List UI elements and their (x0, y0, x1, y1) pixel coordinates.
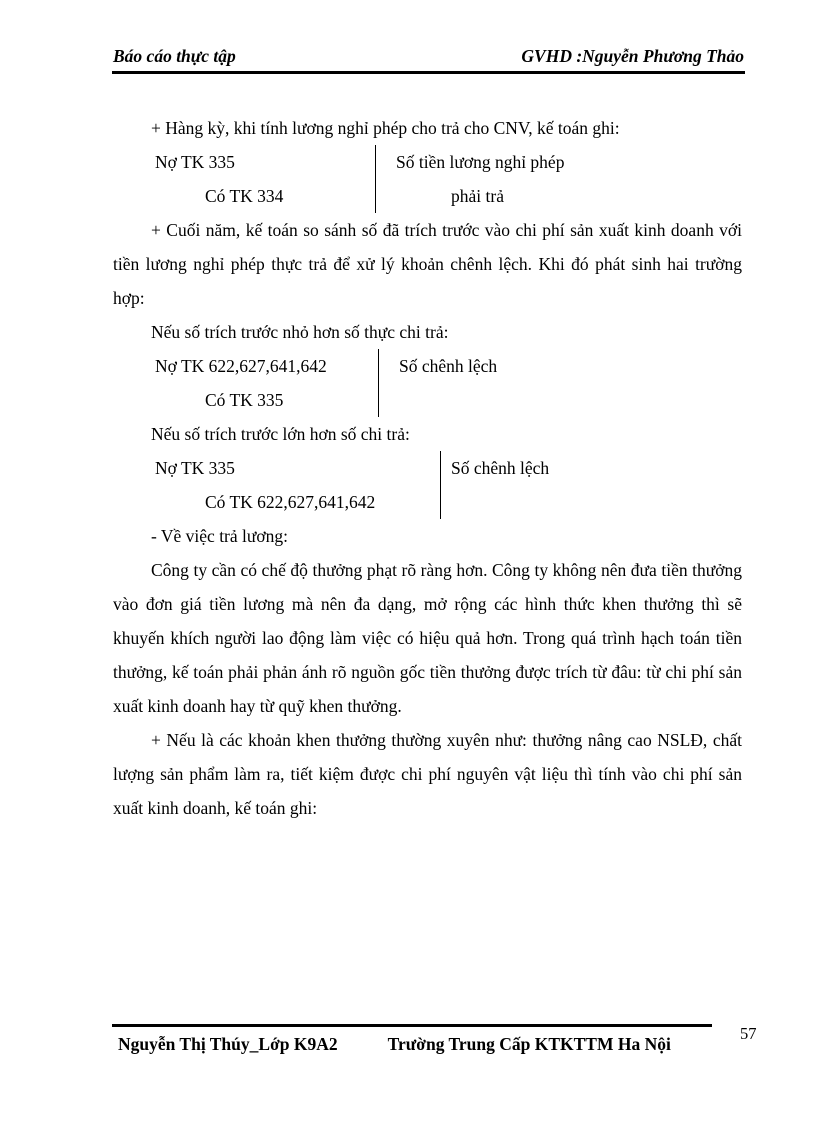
credit-line: Có TK 622,627,641,642 (205, 492, 376, 512)
page-footer (118, 1031, 712, 1057)
entry-note-line: Số tiền lương nghỉ phép (396, 152, 565, 172)
journal-entry-2 (113, 349, 742, 417)
debit-line: Nợ TK 335 (155, 152, 235, 172)
footer-rule (112, 1024, 712, 1027)
debit-line: Nợ TK 622,627,641,642 (155, 356, 327, 376)
journal-entry-accounts (113, 349, 378, 417)
journal-entry-note (375, 145, 742, 213)
advisor-name: GVHD :Nguyễn Phương Thảo (521, 46, 744, 66)
entry-note-line: Số chênh lệch (399, 356, 498, 376)
journal-entry-3 (113, 451, 742, 519)
journal-entry-accounts (113, 145, 375, 213)
header-rule (112, 71, 745, 74)
report-title: Báo cáo thực tập (113, 46, 236, 66)
page-number: 57 (740, 1024, 757, 1043)
paragraph-regular-bonus: + Nếu là các khoản khen thưởng thường xuyên như: thưởng nâng cao NSLĐ, chất lượng sản phẩm làm ra, tiết kiệm được chi phí nguyên vật liệu thì tính vào chi phí sản xuất kinh doanh, kế toán ghi: (113, 730, 742, 818)
paragraph-bonus-policy: Công ty cần có chế độ thưởng phạt rõ ràng hơn. Công ty không nên đưa tiền thưởng vào đơn giá tiền lương mà nên đa dạng, mở rộng các hình thức khen thưởng thì sẽ khuyến khích người lao động làm việc có hiệu quả hơn. Trong quá trình hạch toán tiền thưởng, kế toán phải phản ánh rõ nguồn gốc tiền thưởng được trích từ đâu: từ chi phí sản xuất kinh doanh hay từ quỹ khen thưởng. (113, 560, 742, 716)
journal-entry-accounts (113, 451, 440, 519)
credit-line: Có TK 335 (205, 390, 284, 410)
paragraph-case-smaller: Nếu số trích trước nhỏ hơn số thực chi trả: (151, 322, 449, 342)
paragraph-year-end: + Cuối năm, kế toán so sánh số đã trích trước vào chi phí sản xuất kinh doanh với tiền lương nghỉ phép thực trả để xử lý khoản chênh lệch. Khi đó phát sinh hai trường hợp: (113, 220, 742, 308)
paragraph-salary-heading: - Về việc trả lương: (151, 526, 288, 546)
credit-line: Có TK 334 (205, 186, 284, 206)
paragraph-accrual-intro: + Hàng kỳ, khi tính lương nghỉ phép cho trả cho CNV, kế toán ghi: (151, 118, 620, 138)
footer-school: Trường Trung Cấp KTKTTM Ha Nội (387, 1034, 671, 1054)
journal-entry-note (378, 349, 742, 417)
entry-note-line: Số chênh lệch (451, 458, 550, 478)
debit-line: Nợ TK 335 (155, 458, 235, 478)
page-header (113, 44, 744, 68)
journal-entry-note (440, 451, 742, 519)
journal-entry-1 (113, 145, 742, 213)
document-body (113, 111, 742, 825)
entry-note-line: phải trả (451, 186, 504, 206)
footer-author: Nguyễn Thị Thúy_Lớp K9A2 (118, 1034, 338, 1054)
paragraph-case-larger: Nếu số trích trước lớn hơn số chi trả: (151, 424, 410, 444)
